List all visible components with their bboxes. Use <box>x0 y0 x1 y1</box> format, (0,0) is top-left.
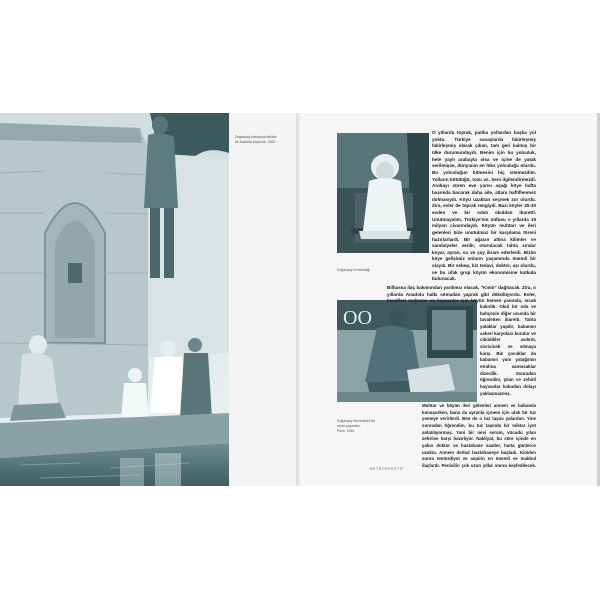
svg-text:OO: OO <box>343 307 372 329</box>
baby-photo-caption: Doğançay'ın bebekliği <box>337 268 371 272</box>
left-page <box>0 113 300 486</box>
body-text-wide: Bilhassa ilaç bakımından yardımcı olacak, "Kinin" dağıtacak. Zira, o yıllarda Anadolu halkı sıtmadan yaprak gibi dökülüyordu. Evler, kendileri malzeme ve hayvanlar için köyün hemen yanında, sıcak <box>387 285 536 304</box>
body-text-lower: Muhtar ve köyün ileri gelenleri annem ve babamla konuşurken, bana da ayranla içmem için ufak bir tuz yemeye verirlerdi. Ben de o tuz taşını yalardım. Yine sonradan öğrendim, bu tuz taşında bir miktar iyot anlatılıyormuş. Yani bir nevi serum, vücudu yılan zehirine karşı hazırlıyor. Nakliyat, bu süre içinde en yakın doktor ve hastahane saatler, hatta günlerce uzakta. Annem derhal hastahaneye başladı. Kiniden sonra tentürdiyot ve aspirin en önemli ve makbul ilaçlardı. Penisilin çok uzun yıllar sonra keşfedilecek. <box>422 403 536 468</box>
body-text-column-top: O yıllarda toprak, patika yollardan başka yol yoktu. Türkiye savaşlarda fakirleşmiş fakirleşmiş olarak çıkan, tam geri kalmış bir ülke durumundaydı. Benim için bu yolculuk, hele yaylı arabayla olsa ve içine de yatak serilmişse, dünyanın en lüks yolculuğu olurdu. Bu yolculuğun bitmesini hiç istemezdim. Yolların kötülüğü, tozu vs. beni ilgilendirmezdi. Arabayı süren eve yarısı aşağı köye hafta başımda bacarak daha aile, atlara haftiflenmez dolmasıydı. Köyü uzaktan seçmek zor olurdu. Zira, evler de toprak rengiydi. Bazı köyler 25-30 evden ve bir odalı okuldan ibaretti. Unutmayalım, Türkiye'nin nüfusu o yıllarda 15 milyon civarındaydı. Köyün muhtarı ve ileri gelenleri bize unutulmaz bir karşılama töreni hazırlarlardı. Bir ağacın altına kilimler ve sandalyeler serilir, oturulacak tahta sıralar koyar, ayran, su ve çay ikram ederlerdi. Bizim köye gelişimiz onların yaşamında önemli bir olaydı. Bir sebep, biz tedavi, doktor, aşı olurdu, ve bu ufak grup köyün ekonomisine katkıda bulunacak. <box>432 130 536 282</box>
baby-photo <box>337 133 429 253</box>
right-page <box>300 113 600 486</box>
book-spread <box>0 113 600 486</box>
painting-at-easel-photo <box>337 300 477 402</box>
left-photo-caption: Doğançay babasıyla birlikte bir Anadolu köyünde, 1952 <box>235 135 277 144</box>
page-footer-label: RETROSPEKTİF <box>370 467 405 471</box>
painting-photo-caption: Doğançay Montmartre'da resim yaparken, Paris, 1955 <box>337 419 375 433</box>
body-text-column-bottom: kalırdık. Okul bir oda ve bahçenin diğer ucunda bir tuvaletten ibaretti. Tahta yataklar yapılır, babamın askeri karyolası kurulur ve cibinlikler asılırdı, sivrisinek ve sılmaya karşı. Biz çocuklar da babamın yanı yatağımın etrafına sarmısaklar dizerdik. Sonradan öğrendim, yılan ve zehirli hayvanlar kokudan dolayı yaklaşmazmış. <box>480 304 536 396</box>
village-fountain-photo <box>0 113 229 486</box>
